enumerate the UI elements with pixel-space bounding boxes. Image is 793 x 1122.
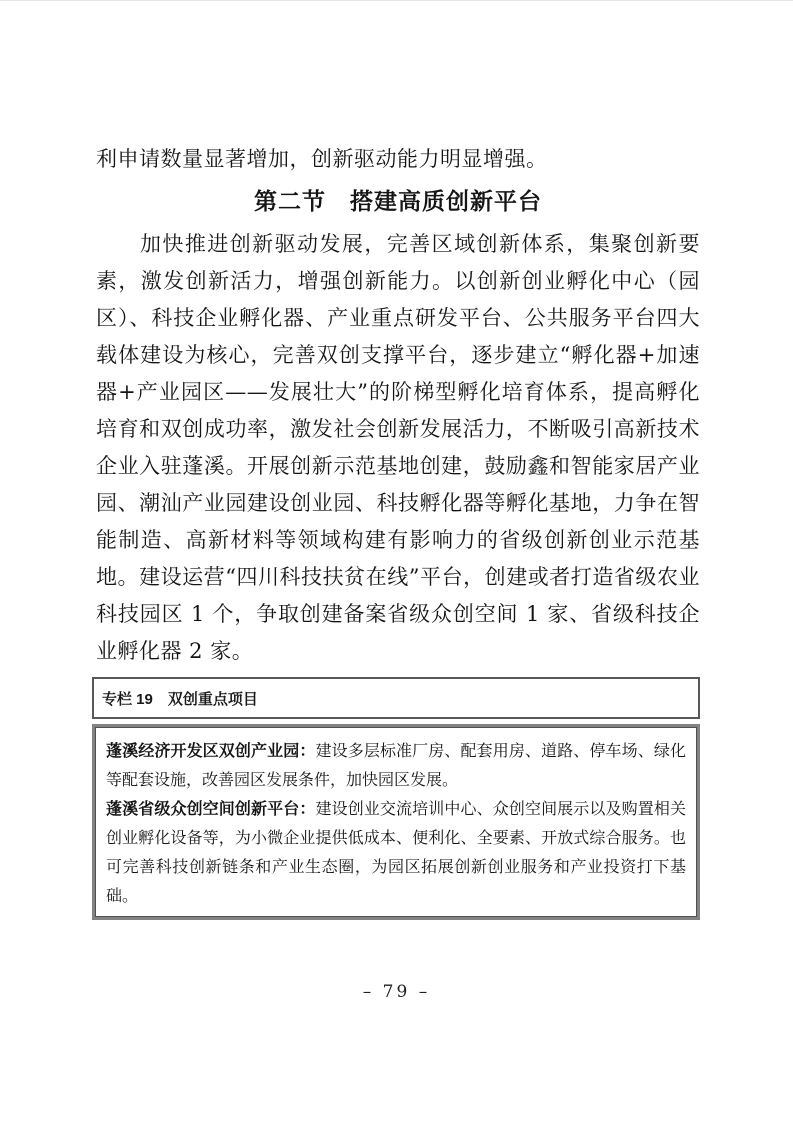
callout-body [92, 724, 700, 920]
callout-item-text: 建设多层标准厂房、配套用房、道路、停车场、绿化等配套设施，改善园区发展条件，加快园区发展。 [106, 741, 686, 789]
callout-item [106, 794, 686, 910]
scan-edge-line [0, 0, 793, 1]
callout-item-lead: 蓬溪经济开发区双创产业园： [106, 741, 316, 760]
callout-header [92, 677, 700, 719]
callout-item-text: 建设创业交流培训中心、众创空间展示以及购置相关创业孵化设备等，为小微企业提供低成本、便利化、全要素、开放式综合服务。也可完善科技创新链条和产业生态圈，为园区拓展创新创业服务和产业投资打下基础。 [106, 799, 686, 905]
callout-box [92, 677, 700, 920]
callout-item-lead: 蓬溪省级众创空间创新平台： [106, 799, 316, 818]
callout-title: 专栏 19 双创重点项目 [102, 691, 258, 708]
callout-item [106, 736, 686, 794]
body-paragraph: 加快推进创新驱动发展，完善区域创新体系，集聚创新要素，激发创新活力，增强创新能力。以创新创业孵化中心（园区）、科技企业孵化器、产业重点研发平台、公共服务平台四大载体建设为核心，完善双创支撑平台，逐步建立“孵化器+加速器+产业园区——发展壮大”的阶梯型孵化培育体系，提高孵化培育和双创成功率，激发社会创新发展活力，不断吸引高新技术企业入驻蓬溪。开展创新示范基地创建，鼓励鑫和智能家居产业园、潮汕产业园建设创业园、科技孵化器等孵化基地，力争在智能制造、高新材料等领域构建有影响力的省级创新创业示范基地。建设运营“四川科技扶贫在线”平台，创建或者打造省级农业科技园区 1 个，争取创建备案省级众创空间 1 家、省级科技企业孵化器 2 家。 [96, 232, 700, 663]
page-number: – 79 – [362, 982, 431, 1002]
section-heading: 第二节 搭建高质创新平台 [254, 188, 542, 215]
paragraph-continuation-text: 利申请数量显著增加，创新驱动能力明显增强。 [96, 147, 548, 171]
